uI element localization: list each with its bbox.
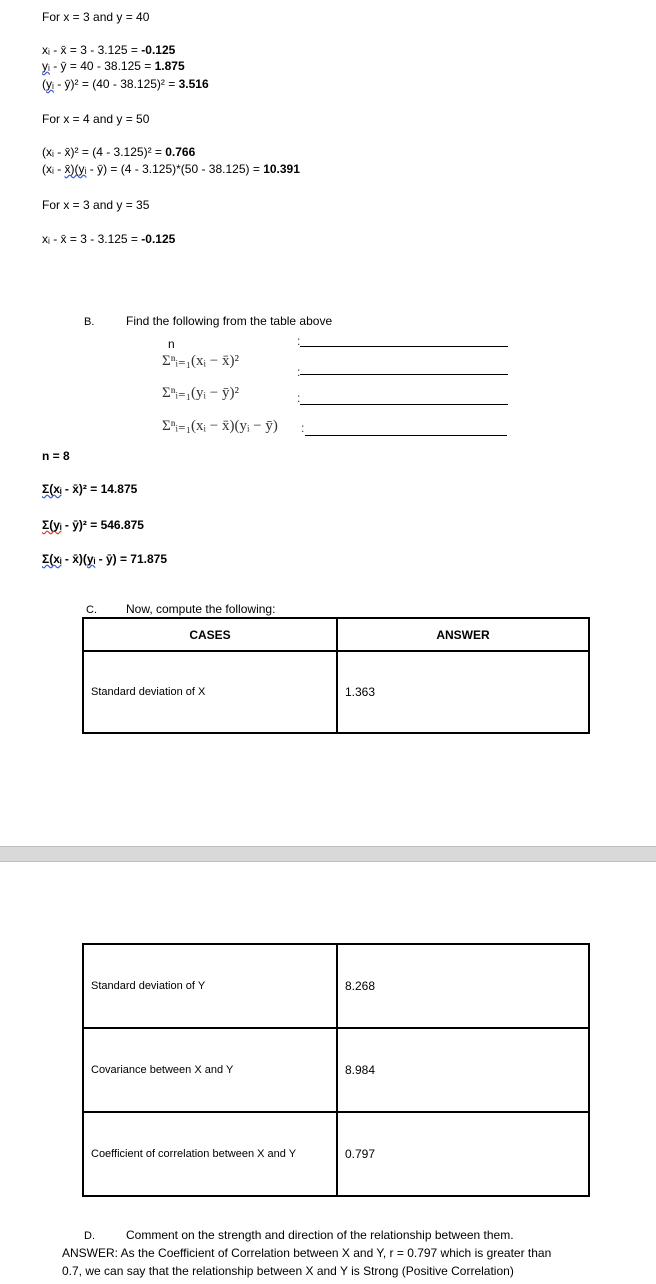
- case2-header: For x = 4 and y = 50: [42, 112, 150, 126]
- case1-line1-value: -0.125: [141, 43, 176, 57]
- answer-line-2: 0.7, we can say that the relationship between X and Y is Strong (Positive Correlation): [62, 1264, 514, 1278]
- blank3-colon: :: [297, 391, 301, 405]
- header-answer: ANSWER: [337, 618, 589, 651]
- case2-line2-text: - ȳ) = (4 - 3.125)*(50 - 38.125) =: [86, 162, 264, 176]
- answer-cell: 8.984: [337, 1028, 589, 1112]
- table-row: [83, 1028, 589, 1112]
- case3-header: For x = 3 and y = 35: [42, 198, 150, 212]
- case2-line2-pre: (xᵢ -: [42, 162, 65, 176]
- case3-line1-value: -0.125: [141, 232, 176, 246]
- answer-cell: 8.268: [337, 944, 589, 1028]
- sum1-sigma: Σ(xᵢ: [42, 482, 62, 496]
- case1-line3-text: - ȳ)² = (40 - 38.125)² =: [53, 77, 179, 91]
- blank4-colon: :: [301, 421, 305, 435]
- case-cell: Standard deviation of Y: [83, 944, 337, 1028]
- formula-sum-xy: Σⁿᵢ₌₁(xᵢ − x̄)(yᵢ − ȳ): [162, 418, 278, 434]
- sum1-rest: - x̄)² = 14.875: [61, 482, 138, 496]
- case1-line3-y: yᵢ: [46, 77, 54, 91]
- sum3-rest: - ȳ) = 71.875: [95, 552, 168, 566]
- case2-line2: [42, 162, 300, 176]
- case-cell: Covariance between X and Y: [83, 1028, 337, 1112]
- cases-table-page1: [82, 617, 590, 734]
- case1-header: For x = 3 and y = 40: [42, 10, 150, 24]
- sum3-y: yᵢ: [86, 552, 96, 566]
- case1-line2: [42, 59, 185, 73]
- table-header-row: [83, 618, 589, 651]
- case1-line3-pre: (: [42, 77, 46, 91]
- sum-xy: [42, 552, 167, 566]
- section-c-label: C.: [86, 604, 97, 616]
- case1-line1: [42, 43, 175, 57]
- case2-line1-value: 0.766: [165, 145, 196, 159]
- section-c-instruction: Now, compute the following:: [126, 602, 276, 616]
- cases-table-page2: [82, 943, 590, 1197]
- blank-line-3[interactable]: [300, 404, 508, 405]
- case2-line2-value: 10.391: [263, 162, 300, 176]
- table-row: [83, 944, 589, 1028]
- n-value: n = 8: [42, 449, 70, 463]
- case1-line3: [42, 77, 209, 91]
- section-b-instruction: Find the following from the table above: [126, 314, 333, 328]
- answer-cell: 1.363: [337, 651, 589, 733]
- sum2-sigma: Σ(yᵢ: [42, 518, 62, 532]
- section-d-label: D.: [84, 1230, 95, 1242]
- table-row: [83, 1112, 589, 1196]
- sum3-mid: - x̄)(: [61, 552, 87, 566]
- blank-line-4[interactable]: [305, 435, 507, 436]
- case1-line2-y: yᵢ: [42, 59, 50, 73]
- case3-line1-text: xᵢ - x̄ = 3 - 3.125 =: [42, 232, 142, 246]
- n-label: n: [168, 337, 175, 351]
- section-b-label: B.: [84, 316, 95, 328]
- blank-line-2[interactable]: [300, 374, 508, 375]
- case2-line1-text: (xᵢ - x̄)² = (4 - 3.125)² =: [42, 145, 166, 159]
- sum2-rest: - ȳ)² = 546.875: [61, 518, 144, 532]
- formula-sum-x-sq: Σⁿᵢ₌₁(xᵢ − x̄)²: [162, 353, 239, 369]
- sum-y-squared: [42, 518, 144, 532]
- section-d-question: Comment on the strength and direction of the relationship between them.: [126, 1228, 514, 1242]
- blank2-colon: :: [297, 365, 301, 379]
- case2-line1: [42, 145, 195, 159]
- page-break: [0, 846, 656, 862]
- sum-x-squared: [42, 482, 137, 496]
- case1-line2-value: 1.875: [154, 59, 185, 73]
- case-cell: Standard deviation of X: [83, 651, 337, 733]
- case2-line2-x: x̄)(yᵢ: [64, 162, 87, 176]
- formula-sum-y-sq: Σⁿᵢ₌₁(yᵢ − ȳ)²: [162, 385, 239, 401]
- table-row: [83, 651, 589, 733]
- blank1-colon: :: [297, 334, 301, 348]
- case1-line1-text: xᵢ - x̄ = 3 - 3.125 =: [42, 43, 142, 57]
- case-cell: Coefficient of correlation between X and Y: [83, 1112, 337, 1196]
- answer-line-1: ANSWER: As the Coefficient of Correlation between X and Y, r = 0.797 which is greater than: [62, 1246, 552, 1260]
- header-cases: CASES: [83, 618, 337, 651]
- case3-line1: [42, 232, 175, 246]
- sum3-sigma: Σ(xᵢ: [42, 552, 62, 566]
- case1-line3-value: 3.516: [178, 77, 209, 91]
- blank-line-1[interactable]: [300, 346, 508, 347]
- answer-cell: 0.797: [337, 1112, 589, 1196]
- case1-line2-text: - ȳ = 40 - 38.125 =: [49, 59, 155, 73]
